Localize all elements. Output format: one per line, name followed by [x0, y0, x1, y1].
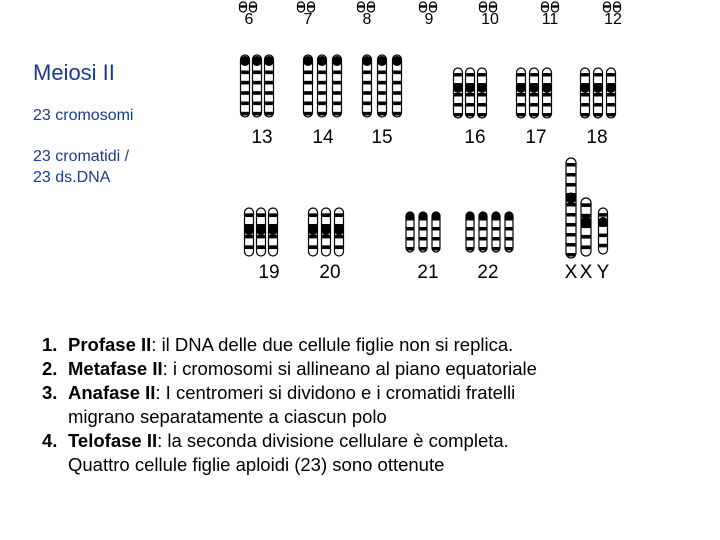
- pair-label: 22: [477, 262, 499, 283]
- chromosome: [392, 55, 402, 117]
- phase-item: [42, 429, 702, 477]
- phase-description: : il DNA delle due cellule figlie non si replica.: [151, 334, 514, 355]
- phase-term: Profase II: [68, 334, 152, 355]
- pair-label: 18: [586, 127, 608, 148]
- chromosome: [492, 212, 501, 253]
- chromosome: [256, 208, 266, 256]
- pair-label: X: [579, 262, 593, 283]
- chromatid-count-line2: 23 ds.DNA: [33, 169, 111, 186]
- top-number: 12: [604, 11, 622, 28]
- chromosome: [542, 68, 552, 118]
- phase-list: [42, 333, 702, 477]
- chromatid-count: [33, 146, 129, 188]
- phase-item: [42, 333, 702, 357]
- chromosome: [593, 68, 603, 118]
- chromosome-count: 23 cromosomi: [33, 107, 134, 124]
- chromosome: [505, 212, 514, 253]
- pair-label: 13: [251, 127, 273, 148]
- chromosome: [321, 208, 331, 256]
- phase-description: : i cromosomi si allineano al piano equatoriale: [162, 358, 537, 379]
- chromosome: [580, 68, 590, 118]
- chromosome: [581, 198, 592, 256]
- chromosome: [606, 68, 616, 118]
- chromosome: [252, 55, 262, 117]
- top-number: 11: [541, 11, 559, 28]
- phase-term: Telofase II: [68, 430, 158, 451]
- chromosome: [477, 68, 487, 118]
- chromosome: [465, 68, 475, 118]
- chromosome: [406, 212, 415, 253]
- phase-number: 1.: [42, 334, 58, 355]
- chromosome: [308, 208, 318, 256]
- pair-label: 20: [319, 262, 341, 283]
- phase-description: : la seconda divisione cellulare è completa.: [157, 430, 509, 451]
- phase-item: [42, 357, 702, 381]
- chromosome: [466, 212, 475, 253]
- pair-label: 19: [258, 262, 280, 283]
- chromosome: [268, 208, 278, 256]
- chromosome: [303, 55, 313, 117]
- chromosome: [419, 212, 428, 253]
- chromosome: [240, 55, 250, 117]
- karyotype-image: [225, 0, 625, 290]
- chromosome: [479, 212, 488, 253]
- pair-label: Y: [596, 262, 610, 283]
- top-number: 9: [424, 11, 434, 28]
- slide-title: Meiosi II: [33, 60, 115, 85]
- chromosome: [377, 55, 387, 117]
- phase-number: 2.: [42, 358, 58, 379]
- phase-description-continued: Quattro cellule figlie aploidi (23) sono ottenute: [68, 454, 445, 475]
- top-number: 8: [362, 11, 372, 28]
- top-number: 6: [244, 11, 254, 28]
- pair-label: 21: [417, 262, 439, 283]
- chromosome: [432, 212, 441, 253]
- chromosome: [332, 55, 342, 117]
- chromosome: [244, 208, 254, 256]
- chromosome: [264, 55, 274, 117]
- chromosome: [334, 208, 344, 256]
- pair-label: X: [564, 262, 578, 283]
- top-number: 10: [481, 11, 499, 28]
- chromosomes-group: [240, 2, 621, 258]
- pair-label: 15: [371, 127, 393, 148]
- pair-label: 14: [312, 127, 334, 148]
- chromosome: [317, 55, 327, 117]
- phase-number: 4.: [42, 430, 58, 451]
- phase-term: Metafase II: [68, 358, 163, 379]
- top-number: 7: [303, 11, 313, 28]
- pair-label: 16: [464, 127, 486, 148]
- phase-description: : I centromeri si dividono e i cromatidi fratelli: [155, 382, 516, 403]
- pair-label: 17: [525, 127, 547, 148]
- phase-item: [42, 381, 702, 429]
- chromosome: [362, 55, 372, 117]
- chromosome: [566, 158, 577, 258]
- phase-description-continued: migrano separatamente a ciascun polo: [68, 406, 387, 427]
- phase-term: Anafase II: [68, 382, 156, 403]
- chromosome: [598, 208, 608, 254]
- chromatid-count-line1: 23 cromatidi /: [33, 148, 130, 165]
- chromosome: [453, 68, 463, 118]
- chromosome: [529, 68, 539, 118]
- phase-number: 3.: [42, 382, 58, 403]
- chromosome: [516, 68, 526, 118]
